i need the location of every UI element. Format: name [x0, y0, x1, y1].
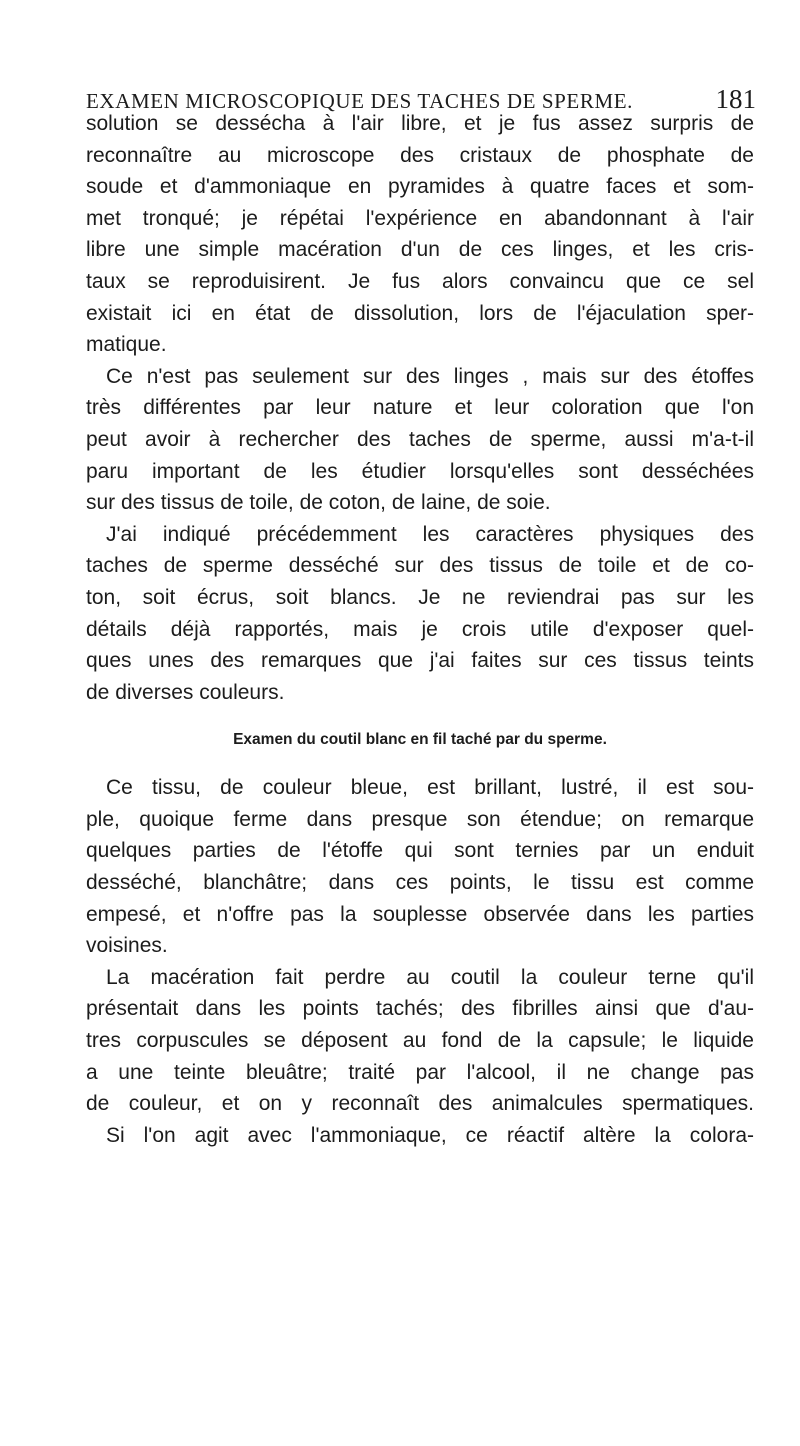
body-text — [86, 108, 754, 1151]
text-line: de couleur, et on y reconnaît des animalcules spermatiques. — [86, 1092, 754, 1116]
text-line: reconnaître au microscope des cristaux de phosphate de — [86, 143, 754, 167]
text-line: peut avoir à rechercher des taches de sperme, aussi m'a-t-il — [86, 427, 754, 451]
text-line: ques unes des remarques que j'ai faites sur ces tissus teints — [86, 649, 754, 673]
text-line: a une teinte bleuâtre; traité par l'alcool, il ne change pas — [86, 1060, 754, 1084]
text-line: Ce n'est pas seulement sur des linges , mais sur des étoffes — [106, 364, 754, 388]
text-line: paru important de les étudier lorsqu'elles sont desséchées — [86, 459, 754, 483]
text-line: ton, soit écrus, soit blancs. Je ne reviendrai pas sur les — [86, 585, 754, 609]
text-line: sur des tissus de toile, de coton, de laine, de soie. — [86, 491, 551, 515]
text-line: existait ici en état de dissolution, lors de l'éjaculation sper- — [86, 301, 754, 325]
text-line: soude et d'ammoniaque en pyramides à quatre faces et som- — [86, 175, 754, 199]
text-line: taux se reproduisirent. Je fus alors convaincu que ce sel — [86, 269, 754, 293]
text-line: matique. — [86, 333, 167, 357]
text-line: Ce tissu, de couleur bleue, est brillant, lustré, il est sou- — [106, 776, 754, 800]
text-line: quelques parties de l'étoffe qui sont ternies par un enduit — [86, 839, 754, 863]
text-line: présentait dans les points tachés; des fibrilles ainsi que d'au- — [86, 997, 754, 1021]
text-line: empesé, et n'offre pas la souplesse observée dans les parties — [86, 902, 754, 926]
text-line: ple, quoique ferme dans presque son étendue; on remarque — [86, 807, 754, 831]
page-number: 181 — [715, 84, 756, 114]
text-line: libre une simple macération d'un de ces linges, et les cris- — [86, 238, 754, 262]
text-line: solution se dessécha à l'air libre, et je fus assez surpris de — [86, 112, 754, 135]
text-line: desséché, blanchâtre; dans ces points, le tissu est comme — [86, 871, 754, 895]
text-line: La macération fait perdre au coutil la couleur terne qu'il — [106, 965, 754, 989]
text-line: met tronqué; je répétai l'expérience en abandonnant à l'air — [86, 206, 754, 230]
text-line: tres corpuscules se déposent au fond de la capsule; le liquide — [86, 1029, 754, 1053]
text-line: très différentes par leur nature et leur coloration que l'on — [86, 396, 754, 420]
text-line: détails déjà rapportés, mais je crois utile d'exposer quel- — [86, 617, 754, 641]
text-line: Si l'on agit avec l'ammoniaque, ce réactif altère la colora- — [106, 1123, 754, 1147]
text-line: taches de sperme desséché sur des tissus de toile et de co- — [86, 554, 754, 578]
text-line: J'ai indiqué précédemment les caractères physiques des — [106, 522, 754, 546]
text-line: voisines. — [86, 934, 168, 958]
text-line: de diverses couleurs. — [86, 680, 285, 704]
running-title: EXAMEN MICROSCOPIQUE DES TACHES DE SPERME. — [86, 89, 634, 113]
section-heading: Examen du coutil blanc en fil taché par du sperme. — [233, 731, 607, 749]
